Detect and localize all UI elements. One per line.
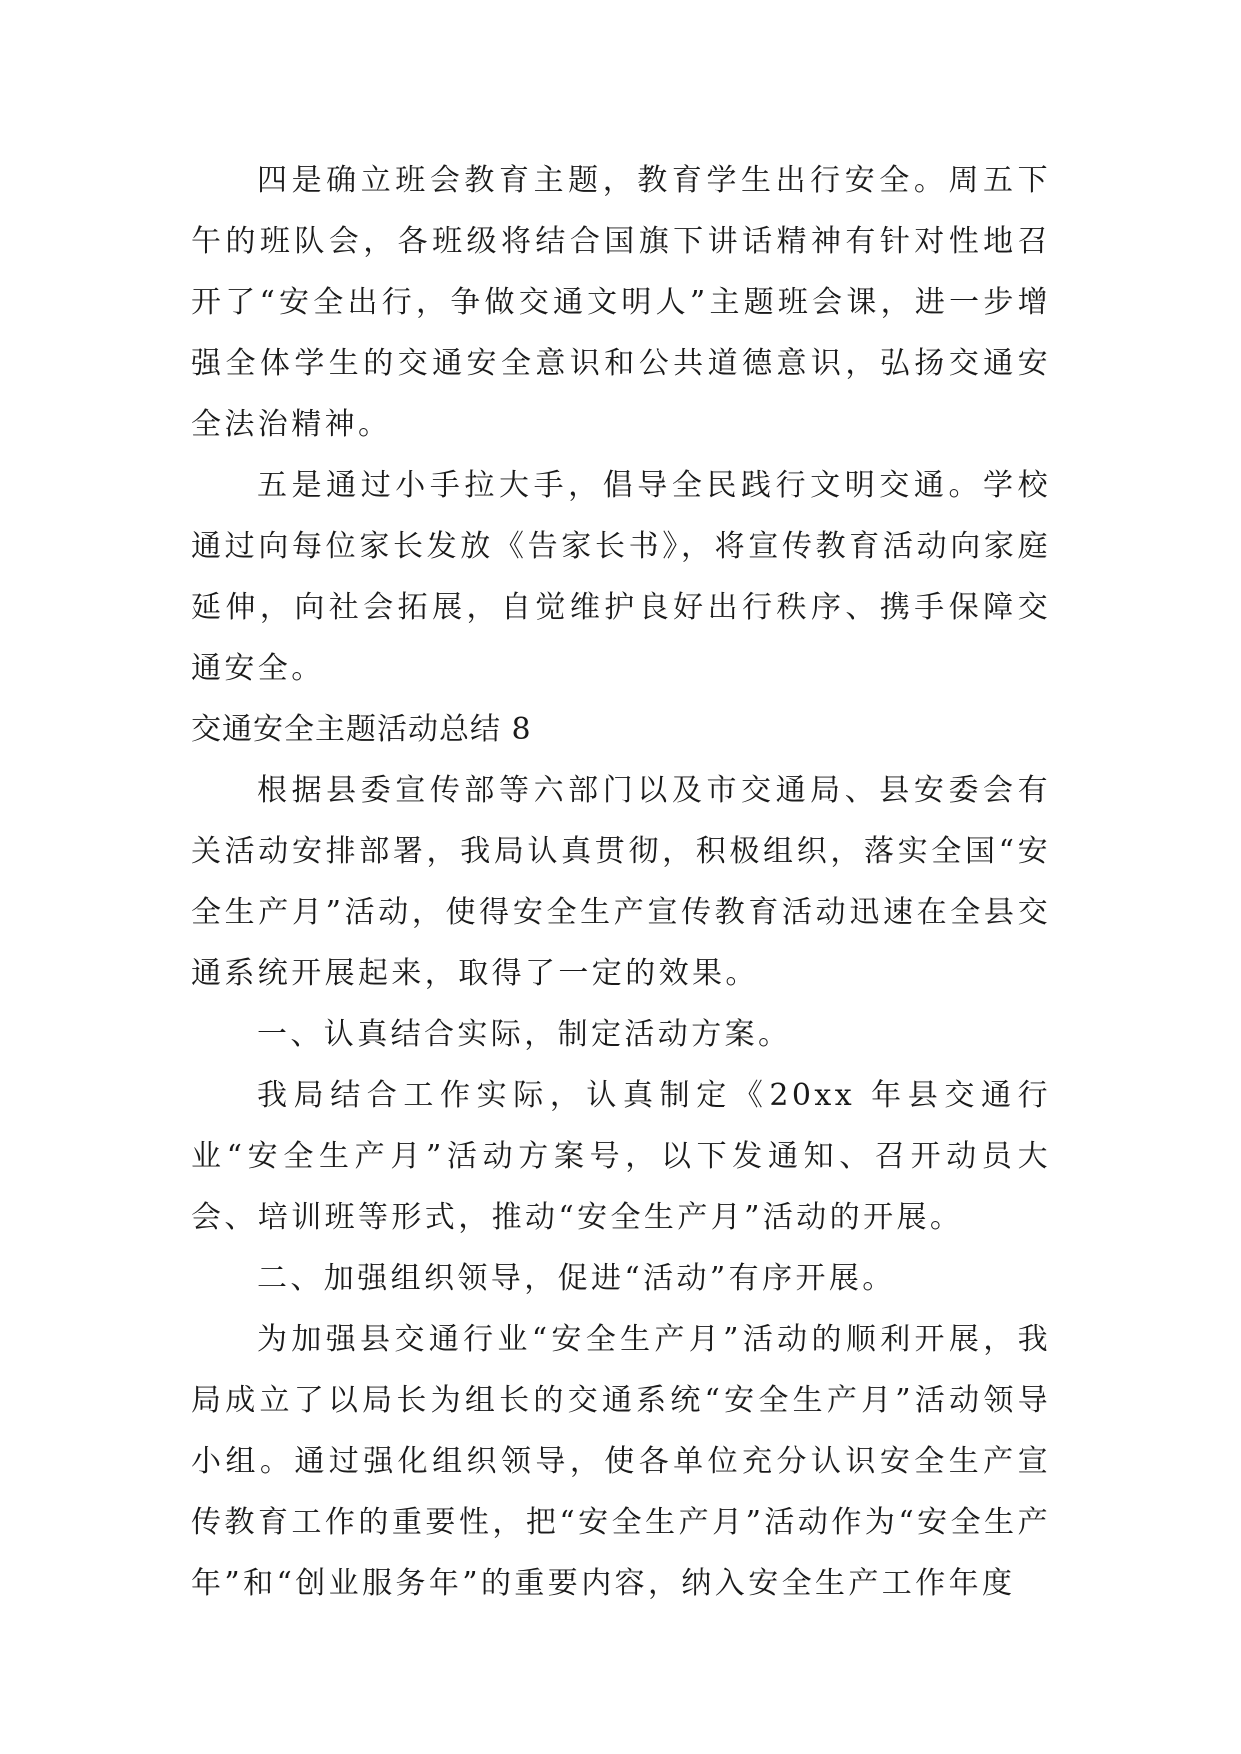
paragraph-intro: 根据县委宣传部等六部门以及市交通局、县安委会有关活动安排部署，我局认真贯彻，积极组织，落实全国“安全生产月”活动，使得安全生产宣传教育活动迅速在全县交通系统开展起来，取得了一定的效果。 [191,773,1051,991]
section-heading: 交通安全主题活动总结 8 [191,712,532,747]
subheading-one: 一、认真结合实际，制定活动方案。 [257,1017,792,1052]
paragraph-organization: 为加强县交通行业“安全生产月”活动的顺利开展，我局成立了以局长为组长的交通系统“安全生产月”活动领导小组。通过强化组织领导，使各单位充分认识安全生产宣传教育工作的重要性，把“安全生产月”活动作为“安全生产年”和“创业服务年”的重要内容，纳入安全生产工作年度 [191,1322,1051,1601]
paragraph-point-four: 四是确立班会教育主题，教育学生出行安全。周五下午的班队会，各班级将结合国旗下讲话精神有针对性地召开了“安全出行，争做交通文明人”主题班会课，进一步增强全体学生的交通安全意识和公共道德意识，弘扬交通安全法治精神。 [191,163,1051,442]
document-body [191,150,1051,1614]
paragraph-plan: 我局结合工作实际，认真制定《20xx 年县交通行业“安全生产月”活动方案号，以下发通知、召开动员大会、培训班等形式，推动“安全生产月”活动的开展。 [191,1078,1051,1235]
subheading-two: 二、加强组织领导，促进“活动”有序开展。 [257,1261,896,1296]
paragraph-point-five: 五是通过小手拉大手，倡导全民践行文明交通。学校通过向每位家长发放《告家长书》，将宣传教育活动向家庭延伸，向社会拓展，自觉维护良好出行秩序、携手保障交通安全。 [191,468,1051,686]
